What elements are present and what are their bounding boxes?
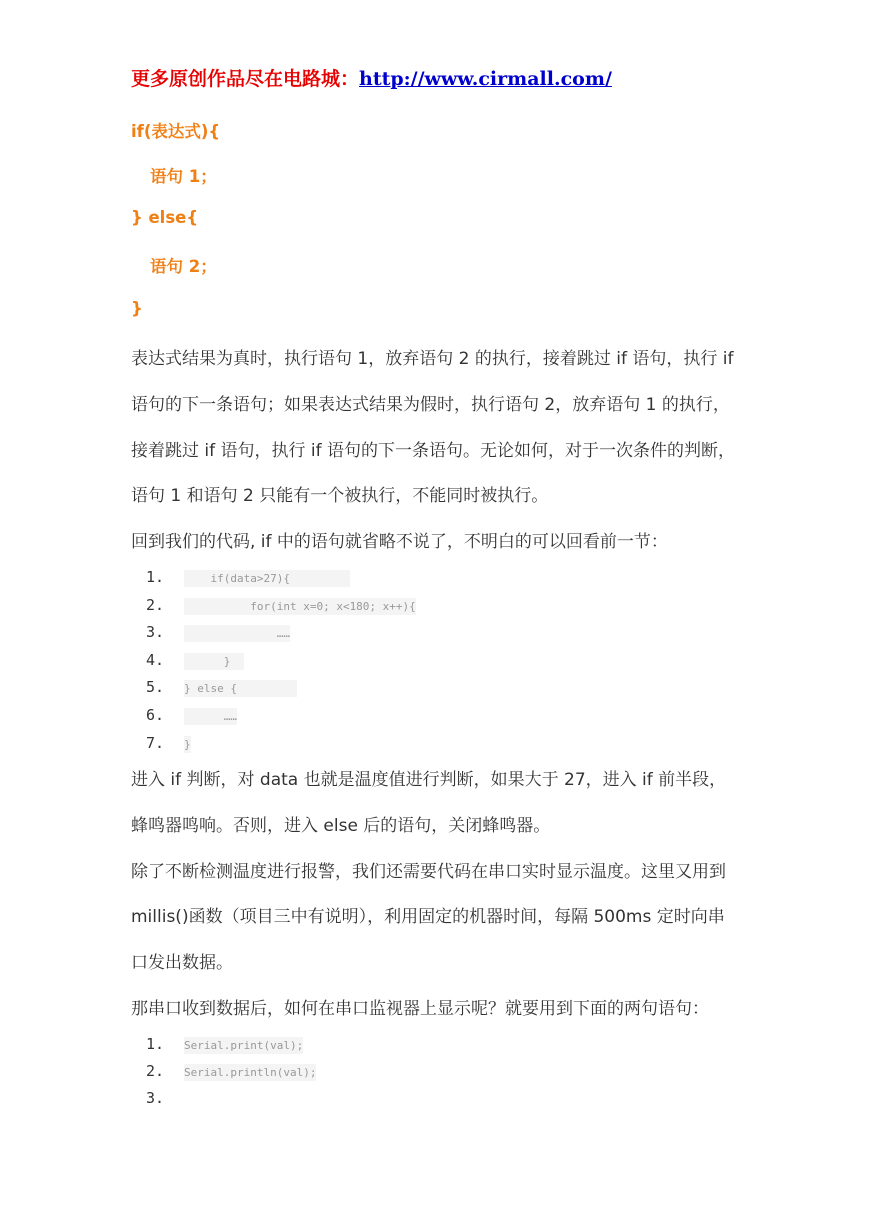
code-text: Serial.println(val);: [184, 1066, 317, 1079]
line-number: 7.: [146, 734, 165, 752]
code-text: Serial.print(val);: [184, 1039, 304, 1052]
explanation-line-3: 接着跳过 if 语句，执行 if 语句的下一条语句。无论如何，对于一次条件的判断，: [131, 441, 736, 461]
code-text: if(data>27){: [184, 572, 350, 585]
syntax-line-4: 语句 2；: [150, 257, 217, 276]
syntax-line-5: }: [131, 299, 143, 318]
header-text: 更多原创作品尽在电路城：: [131, 68, 360, 90]
syntax-line-2: 语句 1；: [150, 167, 217, 186]
explanation-line-1: 表达式结果为真时，执行语句 1，放弃语句 2 的执行，接着跳过 if 语句，执行 if: [131, 349, 734, 369]
line-number: 5.: [146, 678, 165, 696]
line-number: 2.: [146, 1062, 165, 1080]
line-number: 6.: [146, 706, 165, 724]
after-code-line-1: 进入 if 判断，对 data 也就是温度值进行判断，如果大于 27，进入 if 前半段，: [131, 770, 727, 790]
line-number: 3.: [146, 1089, 165, 1107]
site-link[interactable]: http://www.cirmall.com/: [359, 68, 612, 90]
explanation-line-2: 语句的下一条语句；如果表达式结果为假时，执行语句 2，放弃语句 1 的执行，: [131, 395, 730, 415]
code-text: ……: [184, 627, 290, 640]
line-number: 3.: [146, 623, 165, 641]
code-text: for(int x=0; x<180; x++){: [184, 600, 416, 613]
line-number: 2.: [146, 596, 165, 614]
after-code-line-4: millis()函数（项目三中有说明），利用固定的机器时间，每隔 500ms 定时向串: [131, 907, 725, 927]
code-text: }: [184, 738, 191, 751]
explanation-line-5: 回到我们的代码, if 中的语句就省略不说了，不明白的可以回看前一节：: [131, 532, 668, 552]
after-code-line-3: 除了不断检测温度进行报警，我们还需要代码在串口实时显示温度。这里又用到: [131, 862, 726, 882]
line-number: 4.: [146, 651, 165, 669]
code-text: ……: [184, 710, 237, 723]
code-text: } else {: [184, 682, 297, 695]
explanation-line-4: 语句 1 和语句 2 只能有一个被执行，不能同时被执行。: [131, 486, 549, 506]
site-header: [131, 64, 612, 91]
after-code-line-5: 口发出数据。: [131, 953, 233, 973]
syntax-line-1: if(表达式){: [131, 122, 221, 141]
code-text: }: [184, 655, 244, 668]
line-number: 1.: [146, 1035, 165, 1053]
after-code-line-2: 蜂鸣器鸣响。否则，进入 else 后的语句，关闭蜂鸣器。: [131, 816, 551, 836]
line-number: 1.: [146, 568, 165, 586]
syntax-line-3: } else{: [131, 208, 199, 227]
after-code-line-6: 那串口收到数据后，如何在串口监视器上显示呢？就要用到下面的两句语句：: [131, 999, 709, 1019]
